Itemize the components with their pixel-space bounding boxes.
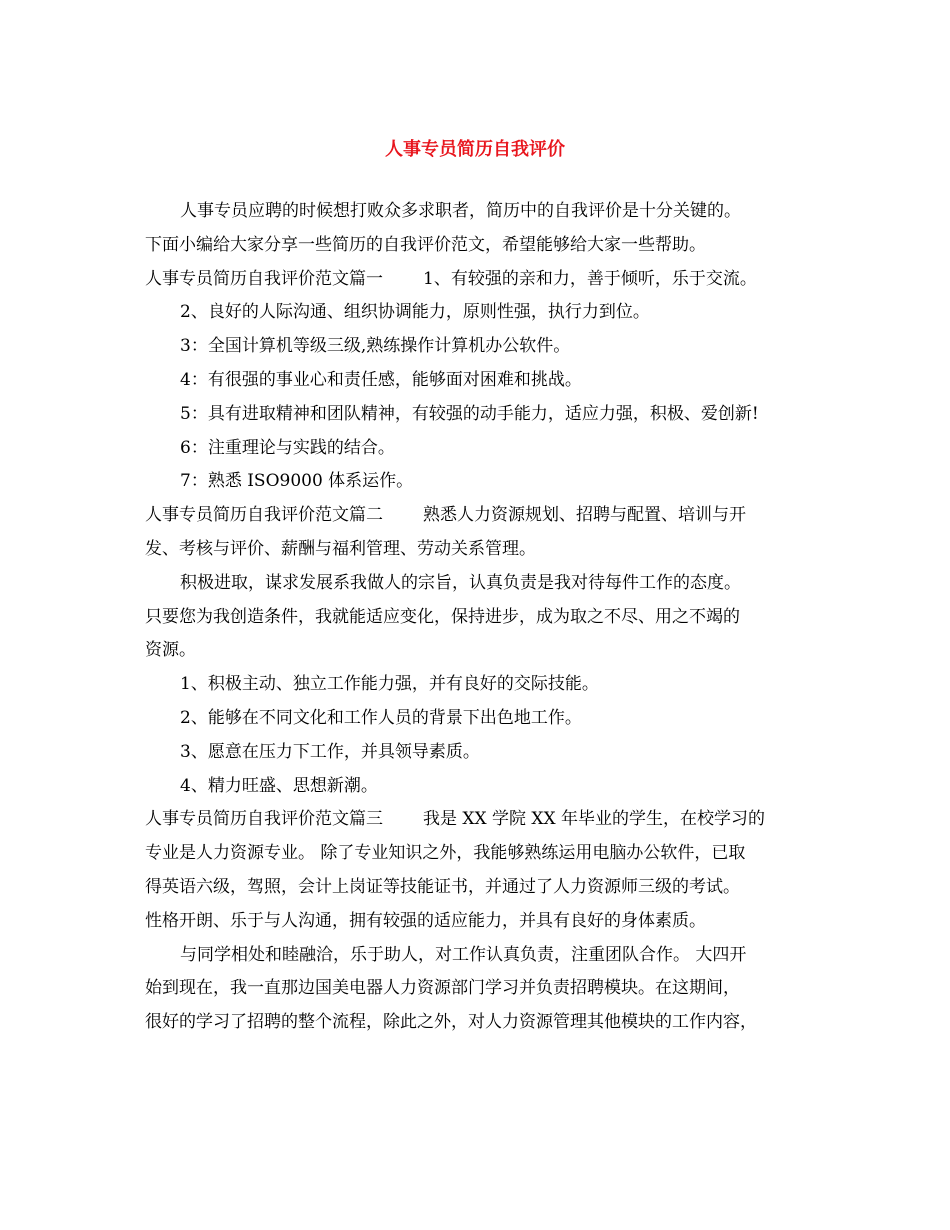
- line-text: 我是 XX 学院 XX 年毕业的学生，在校学习的: [423, 809, 766, 830]
- line-text: 人事专员应聘的时候想打败众多求职者，简历中的自我评价是十分关键的。: [180, 201, 741, 221]
- text-line: [145, 837, 813, 871]
- line-text: 始到现在，我一直那边国美电器人力资源部门学习并负责招聘模块。在这期间，: [145, 978, 740, 999]
- text-line: [145, 432, 813, 466]
- document-title: 人事专员简历自我评价: [385, 139, 565, 160]
- text-line: [145, 634, 813, 668]
- text-line: [145, 736, 813, 770]
- text-line: [145, 601, 813, 635]
- text-line: [145, 330, 813, 364]
- text-line: [145, 229, 813, 263]
- line-text: 积极进取，谋求发展系我做人的宗旨，认真负责是我对待每件工作的态度。: [180, 572, 741, 593]
- line-text: 4、精力旺盛、思想新潮。: [180, 775, 378, 796]
- line-text: 3、愿意在压力下工作，并具领导素质。: [180, 741, 480, 762]
- line-text: 得英语六级，驾照，会计上岗证等技能证书，并通过了人力资源师三级的考试。: [145, 876, 740, 897]
- text-line: [145, 296, 813, 330]
- text-line: [145, 939, 813, 973]
- line-text: 资源。: [145, 640, 196, 661]
- text-line: [145, 364, 813, 398]
- line-text: 6：注重理论与实践的结合。: [180, 437, 395, 458]
- line-text: 发、考核与评价、薪酬与福利管理、劳动关系管理。: [145, 538, 536, 559]
- text-line: [145, 398, 813, 432]
- line-text: 5：具有进取精神和团队精神，有较强的动手能力，适应力强，积极、爱创新!: [180, 403, 759, 424]
- text-line: [145, 668, 813, 702]
- line-text: 4：有很强的事业心和责任感，能够面对困难和挑战。: [180, 369, 582, 390]
- section-heading-line: [145, 499, 813, 533]
- line-text: 性格开朗、乐于与人沟通，拥有较强的适应能力，并具有良好的身体素质。: [145, 910, 706, 931]
- text-line: [145, 465, 813, 499]
- text-line: [145, 905, 813, 939]
- line-text: 专业是人力资源专业。 除了专业知识之外，我能够熟练运用电脑办公软件，已取: [145, 843, 746, 864]
- line-text: 3：全国计算机等级三级,熟练操作计算机办公软件。: [180, 336, 571, 357]
- section-heading: 人事专员简历自我评价范文篇三: [145, 809, 383, 830]
- document-body: [145, 195, 813, 1040]
- line-text: 下面小编给大家分享一些简历的自我评价范文，希望能够给大家一些帮助。: [145, 234, 706, 255]
- section-heading-line: [145, 263, 813, 297]
- line-text: 2、能够在不同文化和工作人员的背景下出色地工作。: [180, 707, 582, 728]
- line-text: 很好的学习了招聘的整个流程，除此之外，对人力资源管理其他模块的工作内容，: [145, 1012, 757, 1033]
- text-line: [145, 533, 813, 567]
- text-line: [145, 972, 813, 1006]
- section-heading: 人事专员简历自我评价范文篇二: [145, 505, 383, 526]
- text-line: [145, 702, 813, 736]
- section-heading-line: [145, 803, 813, 837]
- line-text: 2、良好的人际沟通、组织协调能力，原则性强，执行力到位。: [180, 302, 650, 323]
- text-line: [145, 567, 813, 601]
- text-line: [145, 1006, 813, 1040]
- line-text: 熟悉人力资源规划、招聘与配置、培训与开: [423, 505, 746, 526]
- text-line: [145, 195, 813, 229]
- line-text: 1、有较强的亲和力，善于倾听，乐于交流。: [423, 268, 757, 289]
- line-text: 1、积极主动、独立工作能力强，并有良好的交际技能。: [180, 674, 599, 695]
- line-text: 与同学相处和睦融洽，乐于助人，对工作认真负责，注重团队合作。 大四开: [180, 944, 747, 965]
- line-text: 只要您为我创造条件，我就能适应变化，保持进步，成为取之不尽、用之不竭的: [145, 606, 740, 627]
- section-heading: 人事专员简历自我评价范文篇一: [145, 268, 383, 289]
- line-text: 7：熟悉 ISO9000 体系运作。: [180, 471, 414, 492]
- text-line: [145, 871, 813, 905]
- text-line: [145, 770, 813, 804]
